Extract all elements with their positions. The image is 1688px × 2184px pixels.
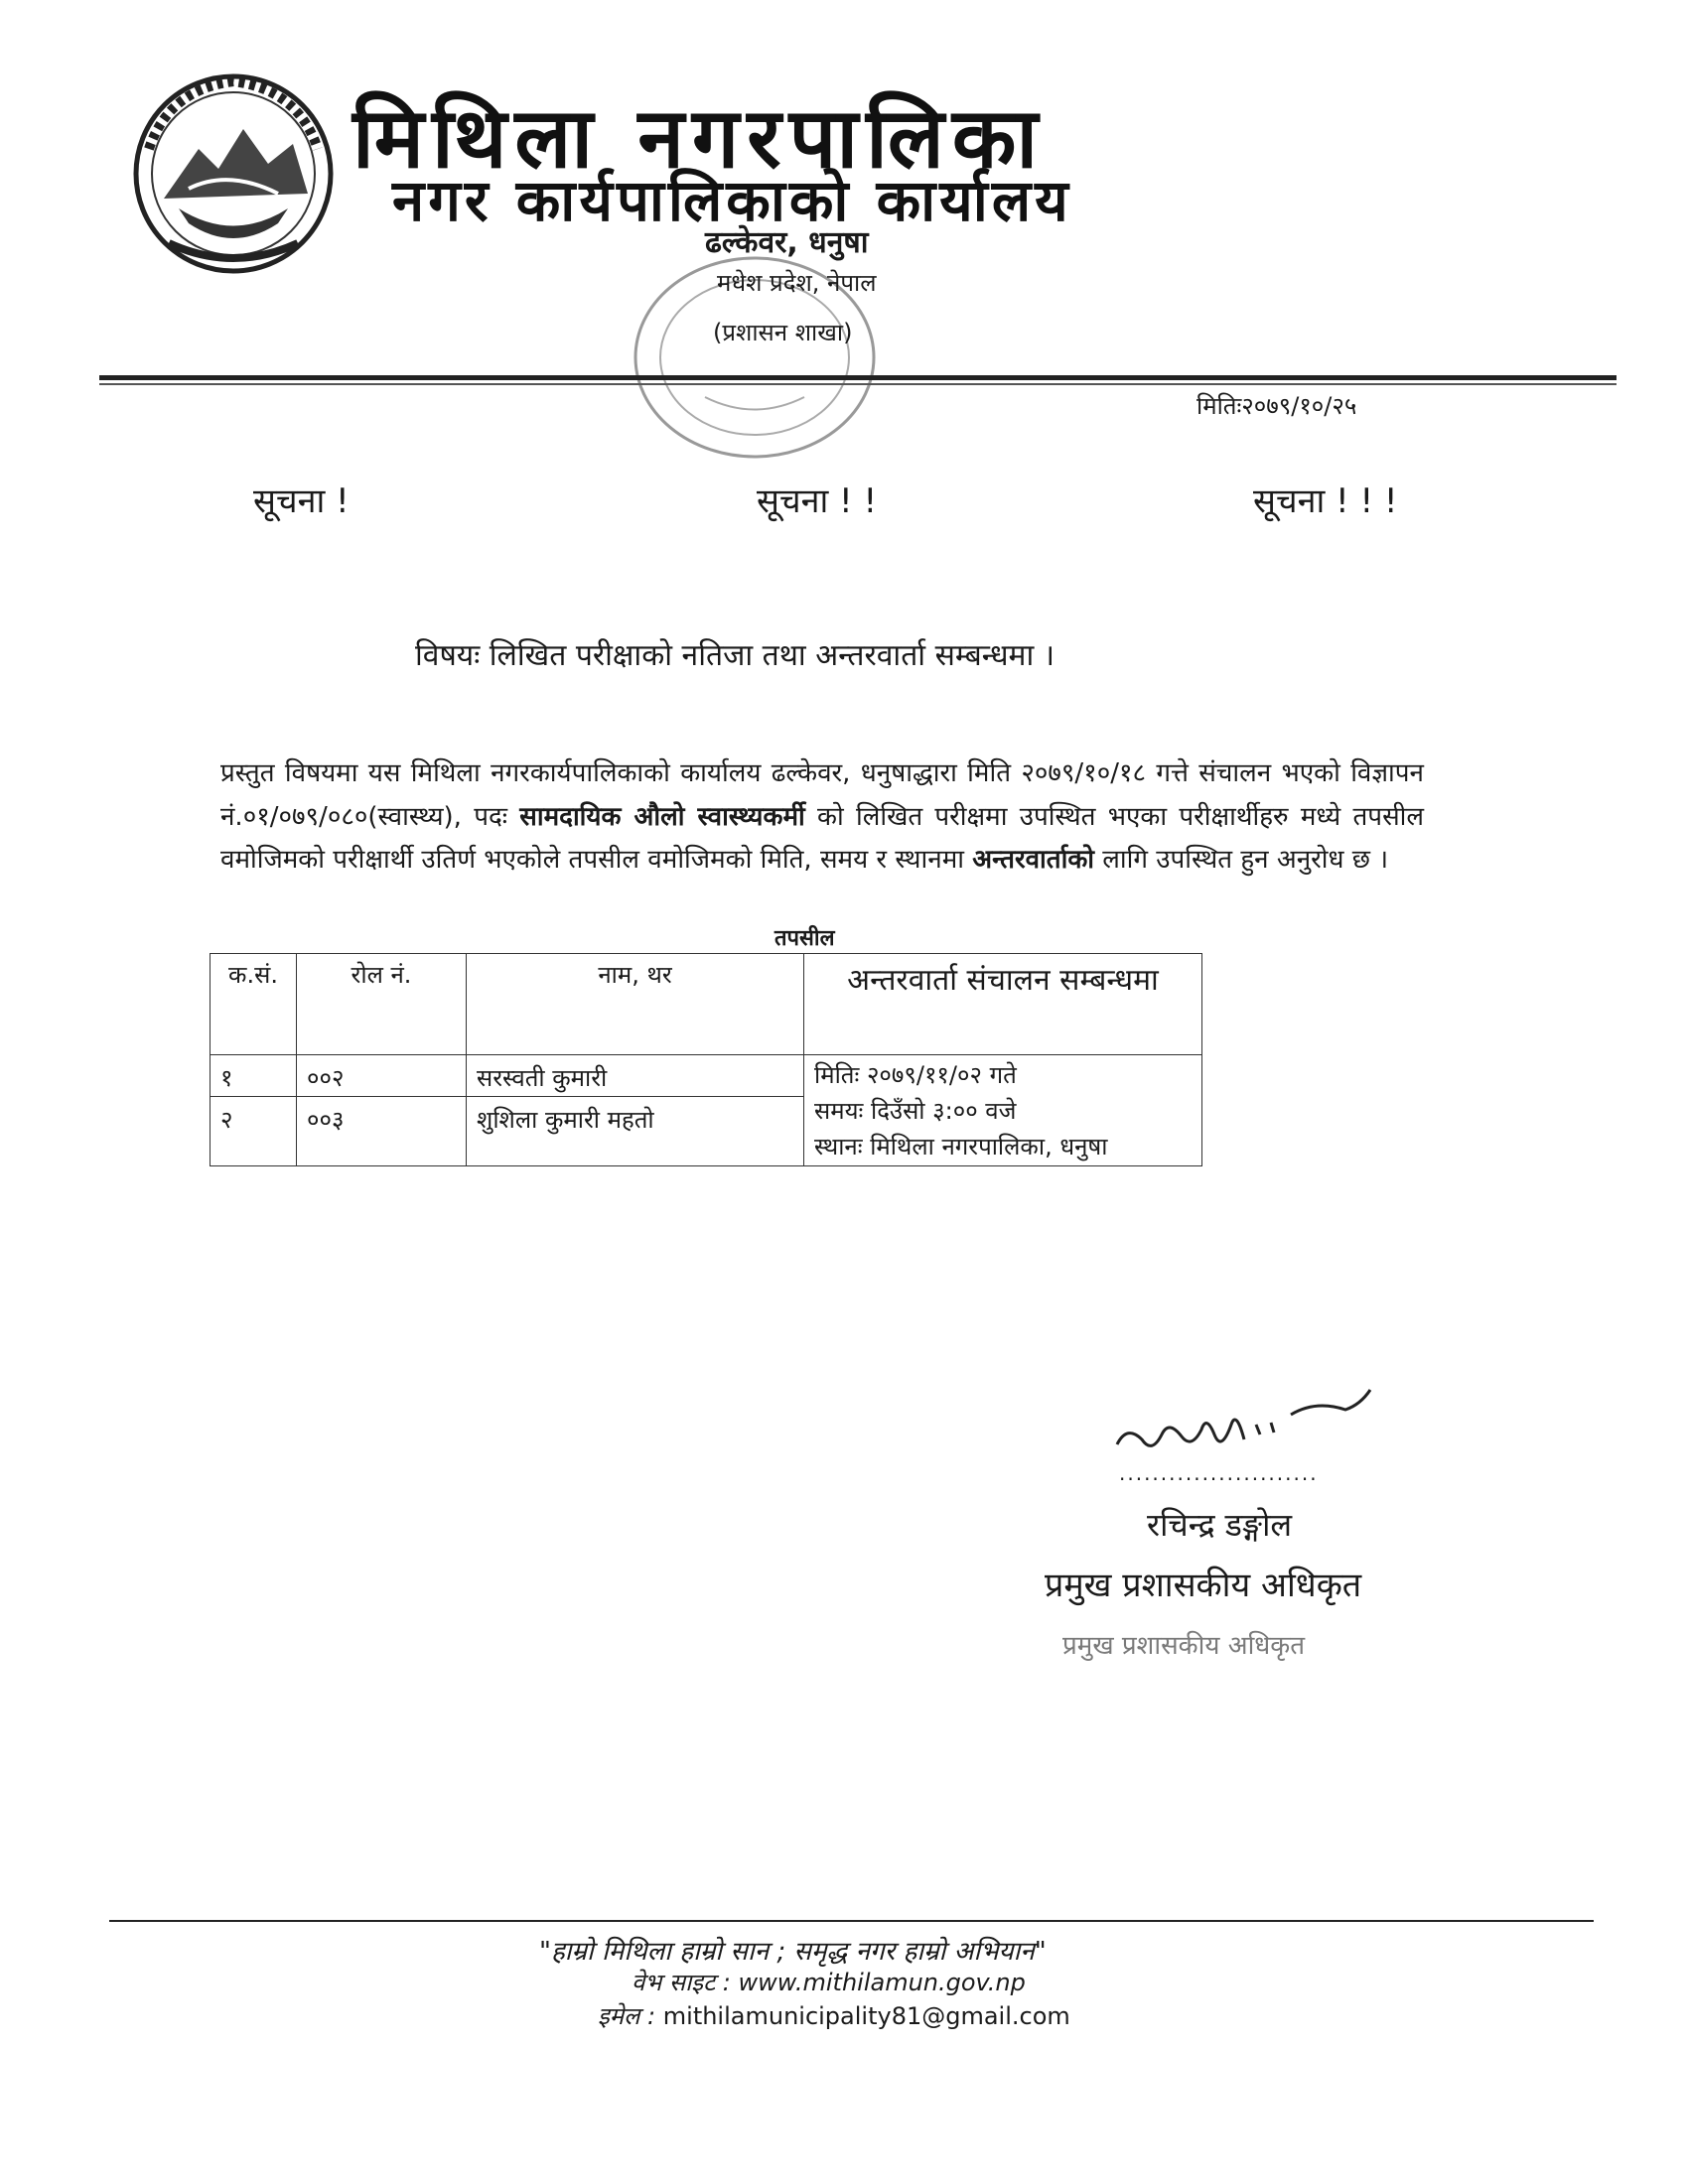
body-paragraph — [220, 752, 1424, 883]
interview-time: समयः दिउँसो ३:०० वजे — [814, 1097, 1017, 1125]
table-row — [211, 1055, 1202, 1097]
cell-sn: १ — [220, 1064, 233, 1092]
municipality-title: मिथिला नगरपालिका — [352, 89, 1047, 187]
notice-heading-1: सूचना ! — [253, 481, 350, 521]
subject-line: विषयः लिखित परीक्षाको नतिजा तथा अन्तरवार्ता सम्बन्धमा । — [415, 638, 1055, 673]
cell-name: शुशिला कुमारी महतो — [477, 1106, 654, 1134]
address-line-1: ढल्केवर, धनुषा — [705, 225, 869, 260]
header-roll: रोल नं. — [297, 954, 467, 1055]
header-divider — [99, 375, 1617, 380]
header-interview: अन्तरवार्ता संचालन सम्बन्धमा — [804, 954, 1202, 1055]
results-table — [210, 953, 1202, 1166]
row-name — [467, 1097, 804, 1166]
cell-sn: २ — [220, 1106, 233, 1134]
cell-roll: ००३ — [307, 1106, 345, 1134]
row-roll — [297, 1097, 467, 1166]
signer-name: रचिन्द्र डङ्गोल — [1147, 1506, 1293, 1544]
row-name — [467, 1055, 804, 1097]
row-serial — [211, 1097, 297, 1166]
row-roll — [297, 1055, 467, 1097]
body-post-name: सामदायिक औलो स्वास्थ्यकर्मी — [519, 801, 805, 832]
email-link[interactable]: mithilamunicipality81@gmail.com — [662, 2002, 1070, 2030]
notice-date: मितिः२०७९/१०/२५ — [1196, 392, 1357, 420]
footer-website — [632, 1966, 1026, 1998]
footer-slogan: "हाम्रो मिथिला हाम्रो सान ; समृद्ध नगर हाम्रो अभियान" — [539, 1937, 1047, 1967]
interview-date: मितिः २०७९/११/०२ गते — [814, 1061, 1017, 1089]
designation-stamp: प्रमुख प्रशासकीय अधिकृत — [1062, 1631, 1306, 1661]
table-caption: तपसील — [774, 926, 835, 951]
website-link[interactable]: www.mithilamun.gov.np — [738, 1969, 1026, 1996]
footer-divider — [109, 1920, 1594, 1922]
cell-name: सरस्वती कुमारी — [477, 1064, 608, 1092]
signature-dots: ........................ — [1119, 1461, 1319, 1485]
notice-heading-3: सूचना ! ! ! — [1253, 481, 1398, 521]
notice-heading-2: सूचना ! ! — [757, 481, 878, 521]
address-line-2: मधेश प्रदेश, नेपाल — [717, 269, 877, 297]
header-divider-thin — [99, 383, 1617, 385]
interview-details — [804, 1055, 1202, 1166]
footer-email — [598, 1999, 1070, 2032]
body-interview-word: अन्तरवार्ताको — [972, 845, 1095, 875]
body-text-2: को लिखित परीक्षमा उपस्थित भएका परीक्षार्थीहरु मध्ये तपसील वमोजिमको परीक्षार्थी उतिर्ण भएकोले तपसील वमोजिमको मिति, समय र स्थानमा — [220, 801, 1425, 875]
table-header-row — [211, 954, 1202, 1055]
header-serial: क.सं. — [211, 954, 297, 1055]
header-name: नाम, थर — [467, 954, 804, 1055]
email-label: इमेल : — [598, 2002, 663, 2030]
signer-designation: प्रमुख प्रशासकीय अधिकृत — [1045, 1566, 1362, 1605]
website-label: वेभ साइट : — [632, 1969, 739, 1996]
interview-place: स्थानः मिथिला नगरपालिका, धनुषा — [814, 1133, 1108, 1160]
body-text-1: प्रस्तुत विषयमा यस मिथिला नगरकार्यपालिकाको कार्यालय ढल्केवर, धनुषाद्धारा मिति २०७९/१०/१८ गत्ते संचालन भएको विज्ञापन नं.०१/०७९/०८०(स्वास्थ्य), पदः — [220, 758, 1424, 832]
body-text-3: लागि उपस्थित हुन अनुरोध छ । — [1094, 845, 1389, 875]
row-serial — [211, 1055, 297, 1097]
cell-roll: ००२ — [307, 1064, 345, 1092]
address-line-3: (प्रशासन शाखा) — [713, 319, 853, 346]
nepal-emblem-logo — [129, 69, 338, 278]
office-subtitle: नगर कार्यपालिकाको कार्यालय — [392, 167, 1072, 234]
